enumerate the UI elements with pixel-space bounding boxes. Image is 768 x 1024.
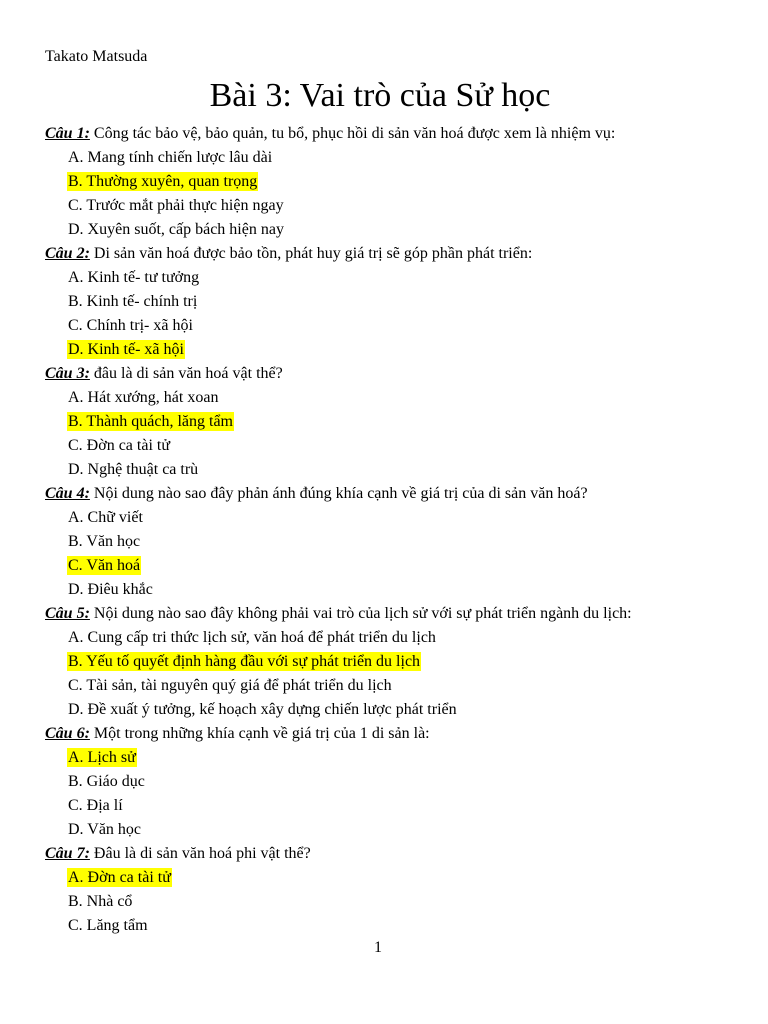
question-3 bbox=[45, 362, 745, 482]
answer-option-text: B. Yếu tố quyết định hàng đầu với sự phát triển du lịch bbox=[68, 653, 421, 670]
question-label: Câu 6: bbox=[45, 725, 90, 742]
answer-option-text: C. Tài sản, tài nguyên quý giá để phát triển du lịch bbox=[68, 677, 392, 694]
question-6 bbox=[45, 722, 745, 842]
answer-option-text: D. Kinh tế- xã hội bbox=[68, 341, 184, 358]
question-stem bbox=[45, 482, 745, 506]
question-text: đâu là di sản văn hoá vật thể? bbox=[89, 365, 283, 382]
question-stem bbox=[45, 362, 745, 386]
answer-option-text: B. Giáo dục bbox=[68, 773, 145, 790]
page-title bbox=[0, 74, 768, 118]
answer-option bbox=[45, 530, 745, 554]
answer-option bbox=[45, 386, 745, 410]
answer-option-text: A. Mang tính chiến lược lâu dài bbox=[68, 149, 273, 166]
title-text: Bài 3: Vai trò của Sử học bbox=[209, 77, 551, 114]
answer-option-text: B. Thành quách, lăng tẩm bbox=[68, 413, 233, 430]
page-number-text: 1 bbox=[374, 939, 382, 956]
answer-option bbox=[45, 770, 745, 794]
question-label: Câu 3: bbox=[45, 365, 90, 382]
question-5 bbox=[45, 602, 745, 722]
answer-option bbox=[45, 674, 745, 698]
answer-option bbox=[45, 266, 745, 290]
answer-option-text: C. Đờn ca tài tử bbox=[68, 437, 170, 454]
answer-option bbox=[45, 698, 745, 722]
answer-option bbox=[45, 146, 745, 170]
answer-option bbox=[45, 626, 745, 650]
answer-option-text: B. Kinh tế- chính trị bbox=[68, 293, 198, 310]
author-name: Takato Matsuda bbox=[45, 48, 148, 65]
answer-option-highlighted bbox=[45, 866, 745, 890]
answer-option bbox=[45, 314, 745, 338]
question-label: Câu 2: bbox=[45, 245, 90, 262]
answer-option-text: A. Lịch sử bbox=[68, 749, 136, 766]
question-stem bbox=[45, 122, 745, 146]
answer-option-highlighted bbox=[45, 338, 745, 362]
question-text: Công tác bảo vệ, bảo quản, tu bổ, phục hồi di sản văn hoá được xem là nhiệm vụ: bbox=[89, 125, 616, 142]
question-text: Nội dung nào sao đây không phải vai trò của lịch sử với sự phát triển ngành du lịch: bbox=[89, 605, 632, 622]
answer-option-text: D. Văn học bbox=[68, 821, 142, 838]
answer-option-highlighted bbox=[45, 746, 745, 770]
answer-option bbox=[45, 194, 745, 218]
answer-option-highlighted bbox=[45, 410, 745, 434]
answer-option bbox=[45, 890, 745, 914]
answer-option bbox=[45, 818, 745, 842]
answer-option-highlighted bbox=[45, 170, 745, 194]
question-text: Nội dung nào sao đây phản ánh đúng khía cạnh về giá trị của di sản văn hoá? bbox=[89, 485, 588, 502]
question-text: Đâu là di sản văn hoá phi vật thể? bbox=[89, 845, 311, 862]
answer-option bbox=[45, 794, 745, 818]
answer-option bbox=[45, 914, 745, 938]
answer-option-text: D. Điêu khắc bbox=[68, 581, 153, 598]
answer-option bbox=[45, 434, 745, 458]
answer-option-text: C. Địa lí bbox=[68, 797, 123, 814]
answer-option bbox=[45, 578, 745, 602]
question-label: Câu 4: bbox=[45, 485, 90, 502]
answer-option-text: D. Nghệ thuật ca trù bbox=[68, 461, 199, 478]
answer-option-text: B. Nhà cổ bbox=[68, 893, 133, 910]
answer-option bbox=[45, 506, 745, 530]
answer-option bbox=[45, 458, 745, 482]
answer-option-text: C. Văn hoá bbox=[68, 557, 141, 574]
question-2 bbox=[45, 242, 745, 362]
answer-option-highlighted bbox=[45, 554, 745, 578]
question-text: Di sản văn hoá được bảo tồn, phát huy giá trị sẽ góp phần phát triển: bbox=[89, 245, 533, 262]
answer-option-text: A. Hát xướng, hát xoan bbox=[68, 389, 219, 406]
question-label: Câu 1: bbox=[45, 125, 90, 142]
answer-option-text: C. Lăng tẩm bbox=[68, 917, 148, 934]
answer-option bbox=[45, 218, 745, 242]
answer-option-text: C. Trước mắt phải thực hiện ngay bbox=[68, 197, 284, 214]
answer-option-text: C. Chính trị- xã hội bbox=[68, 317, 193, 334]
question-4 bbox=[45, 482, 745, 602]
answer-option-text: B. Thường xuyên, quan trọng bbox=[68, 173, 258, 190]
answer-option-text: A. Cung cấp tri thức lịch sử, văn hoá để phát triển du lịch bbox=[68, 629, 436, 646]
answer-option-text: A. Kinh tế- tư tưởng bbox=[68, 269, 200, 286]
question-stem bbox=[45, 842, 745, 866]
question-stem bbox=[45, 722, 745, 746]
answer-option-text: D. Đề xuất ý tưởng, kế hoạch xây dựng chiến lược phát triển bbox=[68, 701, 457, 718]
question-7 bbox=[45, 842, 745, 938]
question-1 bbox=[45, 122, 745, 242]
question-list bbox=[45, 122, 745, 938]
answer-option-text: D. Xuyên suốt, cấp bách hiện nay bbox=[68, 221, 284, 238]
question-label: Câu 5: bbox=[45, 605, 90, 622]
question-stem bbox=[45, 242, 745, 266]
answer-option bbox=[45, 290, 745, 314]
page-number bbox=[0, 938, 768, 958]
answer-option-highlighted bbox=[45, 650, 745, 674]
answer-option-text: A. Đờn ca tài tử bbox=[68, 869, 171, 886]
answer-option-text: A. Chữ viết bbox=[68, 509, 143, 526]
question-label: Câu 7: bbox=[45, 845, 90, 862]
question-stem bbox=[45, 602, 745, 626]
answer-option-text: B. Văn học bbox=[68, 533, 141, 550]
question-text: Một trong những khía cạnh về giá trị của 1 di sản là: bbox=[89, 725, 430, 742]
